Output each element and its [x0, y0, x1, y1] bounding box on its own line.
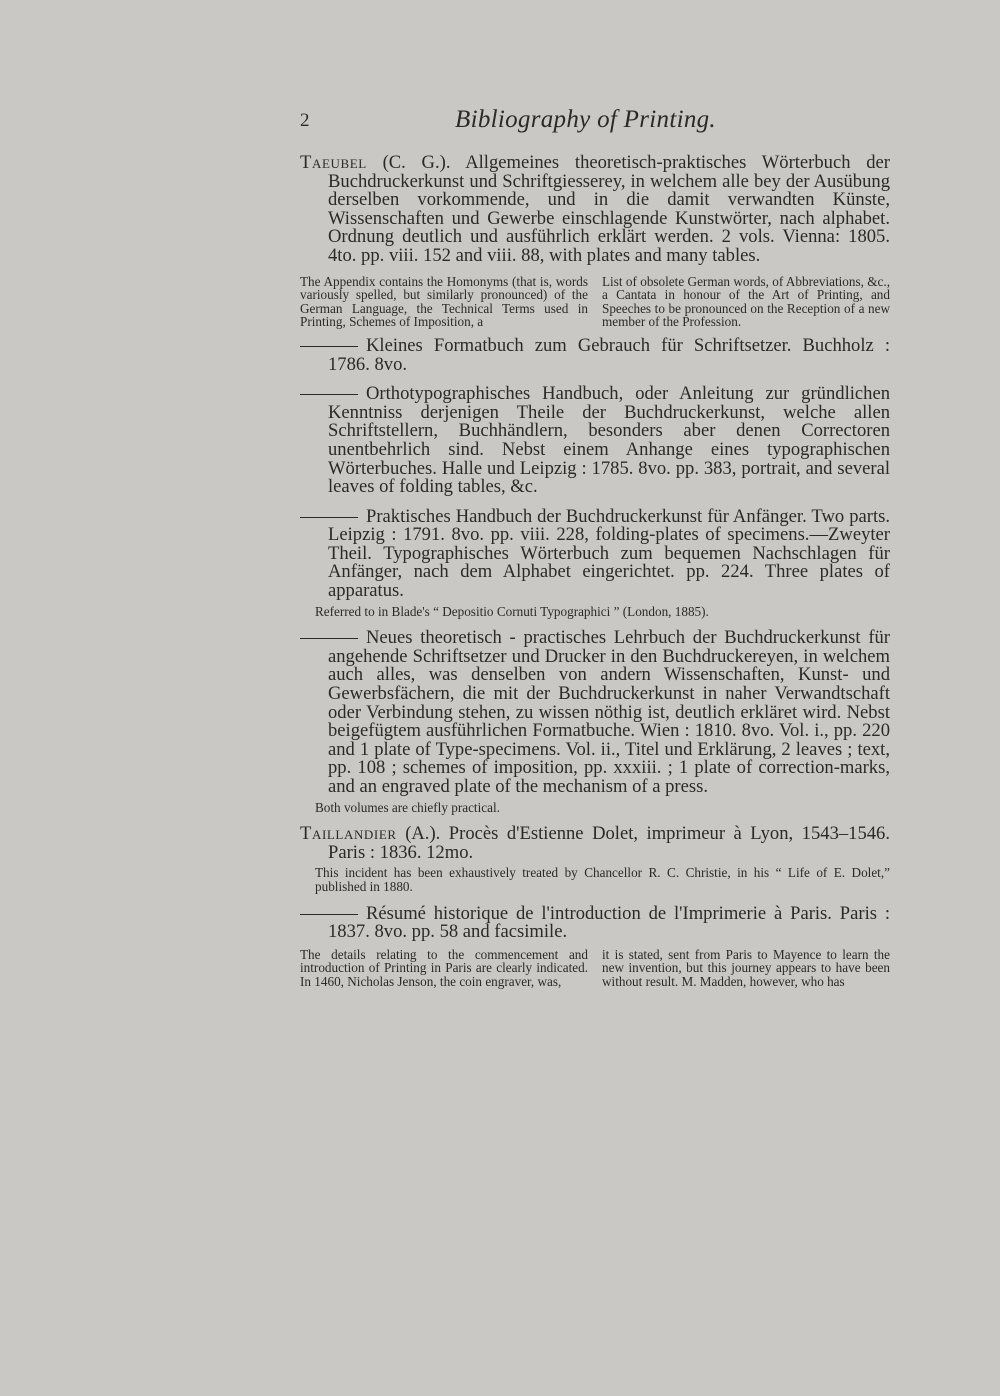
entry-text: Orthotypographisches Handbuch, oder Anleitung zur gründlichen Kenntniss derjenigen Theile der Buchdruckerkunst, welche allen Schriftstellern, Buchhändlern, besonders aber denen Correctoren unentbehrlich sind. Nebst einem Anhange eines typographischen Wörterbuches. Halle und Leipzig : 1785. 8vo. pp. 383, portrait, and several leaves of folding tables, &c.: [328, 383, 890, 498]
entry-resume: [300, 902, 890, 943]
entry-text: (A.). Procès d'Estienne Dolet, imprimeur à Lyon, 1543–1546. Paris : 1836. 12mo.: [328, 823, 890, 863]
entry-note-columns: [300, 275, 890, 329]
note-column-right: it is stated, sent from Paris to Mayence to learn the new invention, but this journey appears to have been without result. M. Madden, however, who has: [602, 946, 890, 989]
entry-neues: [300, 629, 890, 796]
ditto-rule: [300, 517, 358, 518]
ditto-rule: [300, 394, 358, 395]
entry-note: Referred to in Blade's “ Depositio Cornuti Typographici ” (London, 1885).: [315, 603, 709, 619]
running-title: Bibliography of Printing.: [455, 106, 716, 133]
note-column-left: The details relating to the commencement and introduction of Printing in Paris are clearly indicated. In 1460, Nicholas Jenson, the coin engraver, was,: [300, 946, 588, 989]
page-number: 2: [300, 110, 310, 131]
entry-text: Résumé historique de l'introduction de l'Imprimerie à Paris. Paris : 1837. 8vo. pp. 58 and facsimile.: [328, 902, 890, 943]
entry-text: Praktisches Handbuch der Buchdruckerkunst für Anfänger. Two parts. Leipzig : 1791. 8vo. pp. viii. 228, folding-plates of specimens.—Zweyter Theil. Typographisches Wörterbuch zum bequemen Nachschlagen für Anfänger, nach dem Alphabet eingerichtet. pp. 224. Three plates of apparatus.: [328, 505, 890, 602]
ditto-rule: [300, 914, 358, 915]
entry-orthotypographisches: [300, 385, 890, 497]
entry-text: Neues theoretisch - practisches Lehrbuch der Buchdruckerkunst für angehende Schriftsetzer und Drucker in den Buchdruckereyen, in welchem auch alles, was denselben von andern Wissenschaften, Kunst- und Gewerbsfächern, die mit der Buchdruckerkunst in naher Verwandtschaft oder Verbindung stehen, zu wissen nöthig ist, deutlich erkläret wird. Nebst beigefügtem ausführlichen Formatbuche. Wien : 1810. 8vo. Vol. i., pp. 220 and 1 plate of Type-specimens. Vol. ii., Titel und Erklärung, 2 leaves ; text, pp. 108 ; schemes of imposition, pp. xxxiii. ; 1 plate of correction-marks, and an engraved plate of the mechanism of a press.: [328, 627, 890, 797]
entry-note-columns: [300, 948, 890, 989]
running-head: [300, 106, 900, 138]
note-column-right: List of obsolete German words, of Abbreviations, &c., a Cantata in honour of the Art of Printing, and Speeches to be pronounced on the Reception of a new member of the Profession.: [602, 273, 890, 330]
note-column-left: The Appendix contains the Homonyms (that is, words variously spelled, but similarly pronounced) of the German Language, the Technical Terms used in Printing, Schemes of Imposition, a: [300, 273, 588, 330]
entry-praktisches: [300, 505, 890, 602]
ditto-rule: [300, 638, 358, 639]
entry-note: This incident has been exhaustively treated by Chancellor R. C. Christie, in his “ Life of E. Dolet,” published in 1880.: [315, 865, 890, 894]
entry-kleines: [300, 334, 890, 375]
page-content: [300, 154, 890, 997]
entry-text: (C. G.). Allgemeines theoretisch-praktisches Wörterbuch der Buchdruckerkunst und Schriftgiesserey, in welchem alle bey der Ausübung derselben vorkommende, und in die damit verwandten Künste, Wissenschaften und Gewerbe einschlagende Kunstwörter, nach alphabet. Ordnung deutlich und ausführlich erklärt werden. 2 vols. Vienna: 1805. 4to. pp. viii. 152 and viii. 88, with plates and many tables.: [328, 152, 890, 266]
entry-text: Kleines Formatbuch zum Gebrauch für Schriftsetzer. Buchholz : 1786. 8vo.: [328, 334, 890, 375]
author-name: Taillandier: [300, 823, 397, 845]
entry-note: Both volumes are chiefly practical.: [315, 799, 500, 815]
entry-taeubel: [300, 154, 890, 266]
author-name: Taeubel: [300, 152, 367, 173]
ditto-rule: [300, 346, 358, 347]
entry-taillandier: [300, 825, 890, 862]
